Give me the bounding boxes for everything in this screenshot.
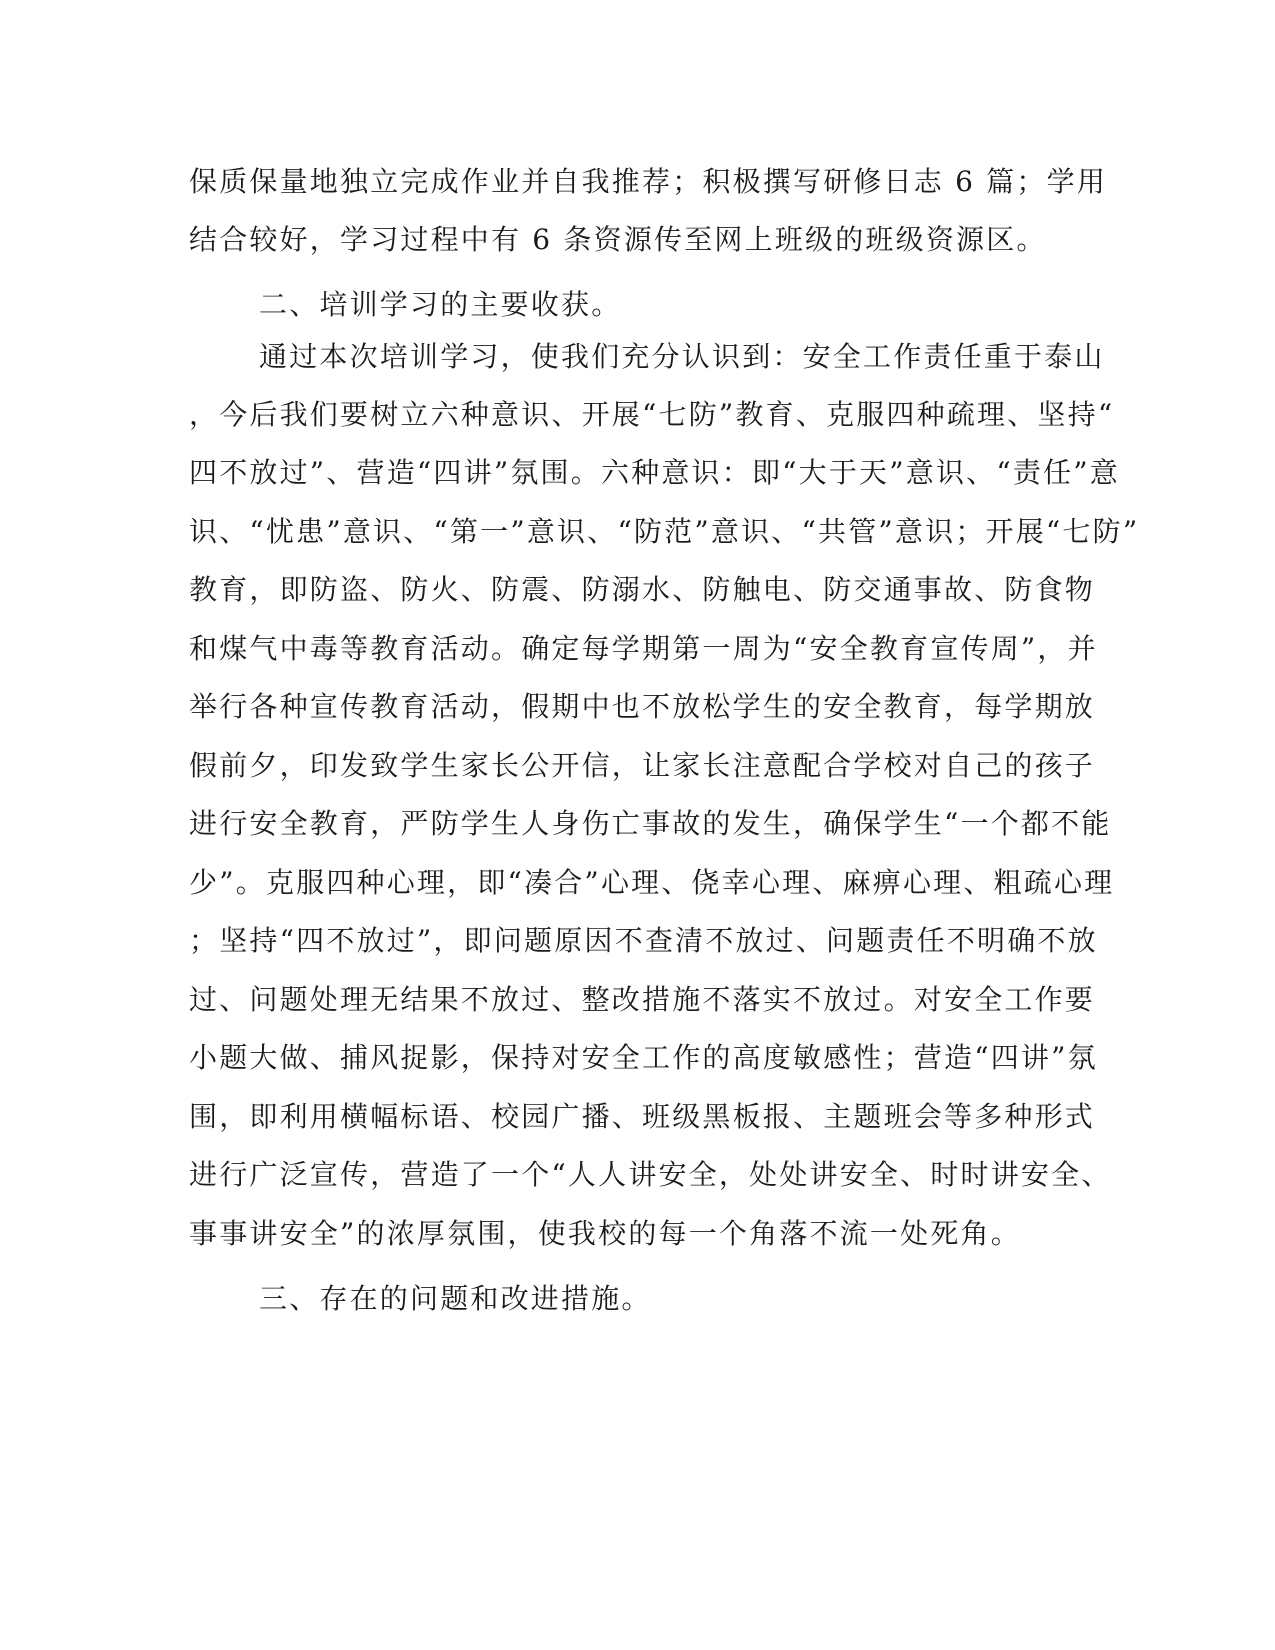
paragraph-line: ；坚持“四不放过”，即问题原因不查清不放过、问题责任不明确不放 [189, 924, 1098, 957]
paragraph-line: 围，即利用横幅标语、校园广播、班级黑板报、主题班会等多种形式 [189, 1100, 1096, 1133]
section-heading: 三、存在的问题和改进措施。 [259, 1282, 652, 1315]
paragraph-line: 假前夕，印发致学生家长公开信，让家长注意配合学校对自己的孩子 [189, 749, 1096, 782]
paragraph-line: 少”。克服四种心理，即“凑合”心理、侥幸心理、麻痹心理、粗疏心理 [189, 866, 1115, 899]
paragraph-line: 过、问题处理无结果不放过、整改措施不落实不放过。对安全工作要 [189, 983, 1096, 1016]
paragraph-line: 进行安全教育，严防学生人身伤亡事故的发生，确保学生“一个都不能 [189, 807, 1112, 840]
paragraph-line: 小题大做、捕风捉影，保持对安全工作的高度敏感性；营造“四讲”氛 [189, 1041, 1098, 1074]
paragraph-line: 和煤气中毒等教育活动。确定每学期第一周为“安全教育宣传周”，并 [189, 632, 1098, 665]
paragraph-line: 四不放过”、营造“四讲”氛围。六种意识：即“大于天”意识、“责任”意 [189, 456, 1121, 489]
paragraph-line: 保质保量地独立完成作业并自我推荐；积极撰写研修日志 6 篇；学用 [189, 165, 1108, 198]
section-heading: 二、培训学习的主要收获。 [259, 288, 622, 321]
paragraph-line: 通过本次培训学习，使我们充分认识到：安全工作责任重于泰山 [259, 340, 1105, 373]
paragraph-line: 进行广泛宣传，营造了一个“人人讲安全，处处讲安全、时时讲安全、 [189, 1158, 1112, 1191]
paragraph-line: 结合较好，学习过程中有 6 条资源传至网上班级的班级资源区。 [189, 223, 1047, 256]
paragraph-line: 识、“忧患”意识、“第一”意识、“防范”意识、“共管”意识；开展“七防” [189, 515, 1140, 548]
paragraph-line: 教育，即防盗、防火、防震、防溺水、防触电、防交通事故、防食物 [189, 573, 1096, 606]
paragraph-line: 事事讲安全”的浓厚氛围，使我校的每一个角落不流一处死角。 [189, 1217, 1021, 1250]
paragraph-line: ，今后我们要树立六种意识、开展“七防”教育、克服四种疏理、坚持“ [189, 398, 1115, 431]
paragraph-line: 举行各种宣传教育活动，假期中也不放松学生的安全教育，每学期放 [189, 690, 1096, 723]
